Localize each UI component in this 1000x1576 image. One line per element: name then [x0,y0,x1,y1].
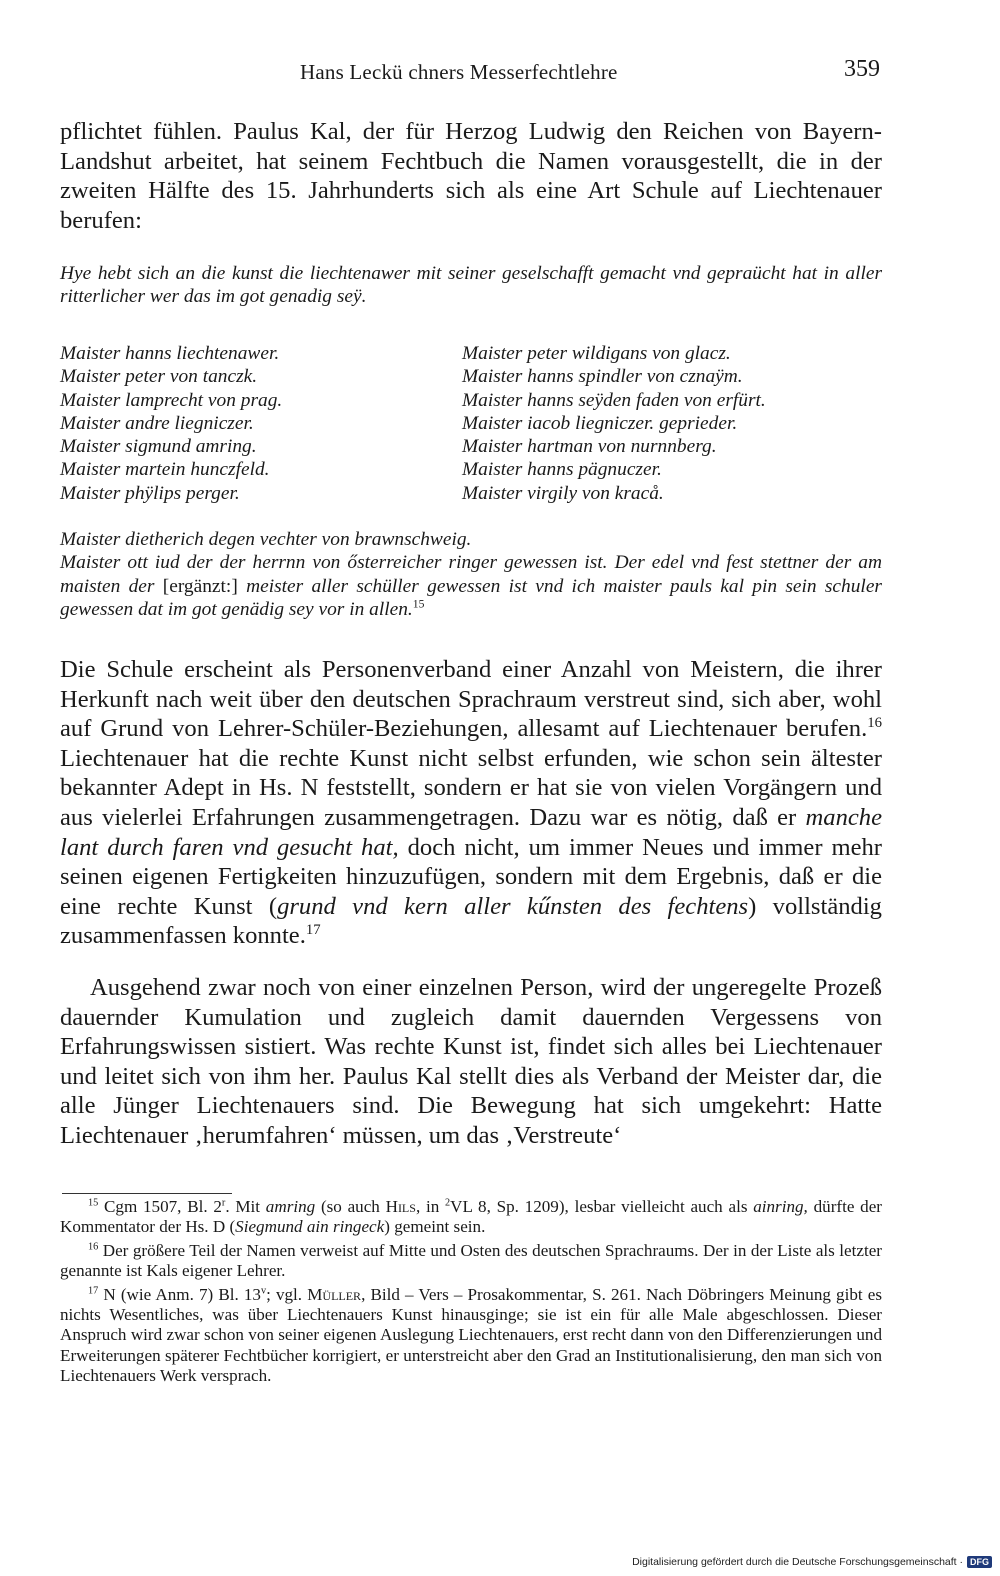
paragraph-schule-text [60,655,882,951]
names-row [60,365,882,388]
paragraph-ausgehend [60,973,882,1151]
quote-end [60,528,882,622]
fn16-text: Der größere Teil der Namen verweist auf Mitte und Osten des deutschen Sprachraums. Der in der Liste als letzter genannte ist Kals eigener Lehrer. [60,1240,882,1281]
fn15-text-d: (so auch [320,1197,380,1216]
name-right: Maister peter wildigans von glacz. [462,343,731,364]
schule-part1: Die Schule erscheint als Personenverband einer Anzahl von Meistern, die ihrer Herkunft nach weit über den deutschen Sprachraum verstreut sind, sich aber, wohl auf Grund von Lehrer-Schüler-Beziehungen, allesamt auf Liechtenauer berufen. [60,656,882,743]
names-row [60,435,882,458]
schule-part4: ) vollständig zusammenfassen konnte. [60,892,882,950]
name-right: Maister hanns seÿden faden von erfürt. [462,389,766,411]
footnote-16-number: 16 [88,1241,99,1253]
name-left: Maister hanns liechtenawer. [60,343,280,364]
master-names-list [60,342,882,505]
name-right: Maister iacob liegniczer. geprieder. [462,412,738,434]
quote-intro [60,262,882,309]
quote-end-part1: Maister ott iud der der herrnn von ősterreicher ringer gewessen ist. Der edel vnd fest stettner der am maisten der [60,552,882,597]
paragraph-ausgehend-text: Ausgehend zwar noch von einer einzelnen Person, wird der ungeregelte Prozeß dauernder Kumulation und zugleich damit dauernden Vergessens von Erfahrungswissen sistiert. Was rechte Kunst ist, findet sich alles bei Liechtenauer und leitet sich von ihm her. Paulus Kal stellt dies als Verband der Meister dar, die alle Jünger Liechtenauers sind. Die Bewegung hat sich umgekehrt: Hatte Liechtenauer ‚herumfahren‘ müssen, um das ‚Verstreute‘ [60,974,882,1149]
fn15-author-hils: Hils [385,1197,416,1216]
fn17-text-d: , Bild – Vers – Prosakommentar, S. 261. Nach Döbringers Meinung gibt es nichts Wesentliches, was über Liechtenauers Kunst hinausginge; sie ist ein für alle Male abgeschlossen. Dieser Anspruch wird zwar schon von seiner eigenen Auslegung Liechtenauers, erst recht dann von den Differenzierungen und Erweiterungen späterer Fechtbücher korrigiert, er unterstreicht aber den Grad an Institutionalisierung, den man sich von Liechtenauers Werk versprach. [60,1284,883,1386]
fn15-italic-amring: amring [265,1197,316,1216]
name-right: Maister hanns pägnuczer. [462,459,662,481]
fn15-text-f: , in [415,1197,440,1216]
footnote-15-number: 15 [88,1197,99,1209]
footnote-15 [60,1197,882,1238]
name-left: Maister martein hunczfeld. [60,459,270,481]
name-left: Maister sigmund amring. [60,436,257,458]
fn17-sup-folio: v [260,1284,267,1296]
names-row [60,389,882,412]
page-number: 359 [844,56,880,82]
names-row [60,482,882,505]
name-right: Maister hartman von nurnnberg. [462,436,717,458]
schule-italic1: manche lant durch faren vnd gesucht hat, [60,803,883,861]
quote-end-line1: Maister dietherich degen vechter von brawnschweig. [60,529,472,550]
paragraph-intro [60,117,882,235]
footnote-ref-17: 17 [305,922,321,939]
digitization-credit [632,1556,992,1568]
footnote-ref-16: 16 [867,715,882,731]
schule-part2: Liechtenauer hat die rechte Kunst nicht selbst erfunden, wie schon sein ältester bekannter Adept in Hs. N feststellt, sondern er hat sie von vielen Vorgängern und aus vielerlei Erfahrungen zusammengetragen. Dazu war es nötig, daß er [60,744,882,831]
credit-text: Digitalisierung gefördert durch die Deutsche Forschungsgemeinschaft · [632,1556,963,1568]
quote-intro-text: Hye hebt sich an die kunst die liechtenawer mit seiner geselschafft gemacht vnd gepraücht hat in aller ritterlicher wer das im got genadig seÿ. [60,263,882,308]
name-right: Maister hanns spindler von cznaÿm. [462,366,743,388]
quote-end-part2: meister aller schüller gewessen ist vnd ich maister pauls kal pin sein schuler gewessen dat im got genädig sey vor in allen. [60,575,882,621]
footnote-16 [60,1241,882,1282]
fn17-author-mueller: Müller [307,1284,362,1304]
fn17-text-b: ; vgl. [266,1284,303,1304]
footnote-17-number: 17 [88,1284,99,1296]
name-left: Maister peter von tanczk. [60,366,258,388]
running-title: Hans Leckü chners Messerfechtlehre [300,60,618,84]
fn15-italic-ainring: ainring, [753,1197,808,1216]
paragraph-schule [60,655,882,951]
fn15-text-h: VL 8, Sp. 1209), lesbar vielleicht auch als [450,1197,748,1216]
footnote-divider [62,1193,232,1194]
footnote-17 [60,1285,882,1387]
fn15-sup-edition: 2 [445,1197,451,1209]
names-row [60,342,882,365]
fn15-sup-folio: r [221,1197,226,1209]
running-header [300,56,880,90]
quote-end-body [60,551,882,621]
dfg-logo-icon: DFG [967,1556,992,1568]
quote-end-inserted: [ergänzt:] [162,575,238,597]
name-left: Maister phÿlips perger. [60,482,240,504]
fn15-text-b: . Mit [225,1197,261,1216]
name-left: Maister lamprecht von prag. [60,389,283,411]
fn15-text-j: dürfte der Kommentator der Hs. D ( [60,1197,882,1237]
schule-part3: doch nicht, um immer Neues und immer mehr seinen eigenen Fertigkeiten hinzuzufügen, sondern mit dem Ergebnis, daß er die eine rechte Kunst ( [60,833,882,920]
footnotes [60,1197,882,1390]
schule-italic2: grund vnd kern aller kűnsten des fechtens [277,892,749,920]
footnote-ref-15: 15 [412,597,425,611]
fn15-italic-ringeck: Siegmund ain ringeck [235,1217,385,1237]
fn15-text-a: Cgm 1507, Bl. 2 [104,1197,222,1216]
paragraph-intro-text: pflichtet fühlen. Paulus Kal, der für Herzog Ludwig den Reichen von Bayern-Landshut arbeitet, hat seinem Fechtbuch die Namen vorausgestellt, die in der zweiten Hälfte des 15. Jahrhunderts sich als eine Art Schule auf Liechtenauer berufen: [60,118,882,234]
fn17-text-a: N (wie Anm. 7) Bl. 13 [103,1284,261,1304]
name-right: Maister virgily von kracå. [462,482,664,504]
names-row [60,412,882,435]
fn15-text-l: ) gemeint sein. [384,1217,486,1237]
name-left: Maister andre liegniczer. [60,412,254,434]
names-row [60,458,882,481]
